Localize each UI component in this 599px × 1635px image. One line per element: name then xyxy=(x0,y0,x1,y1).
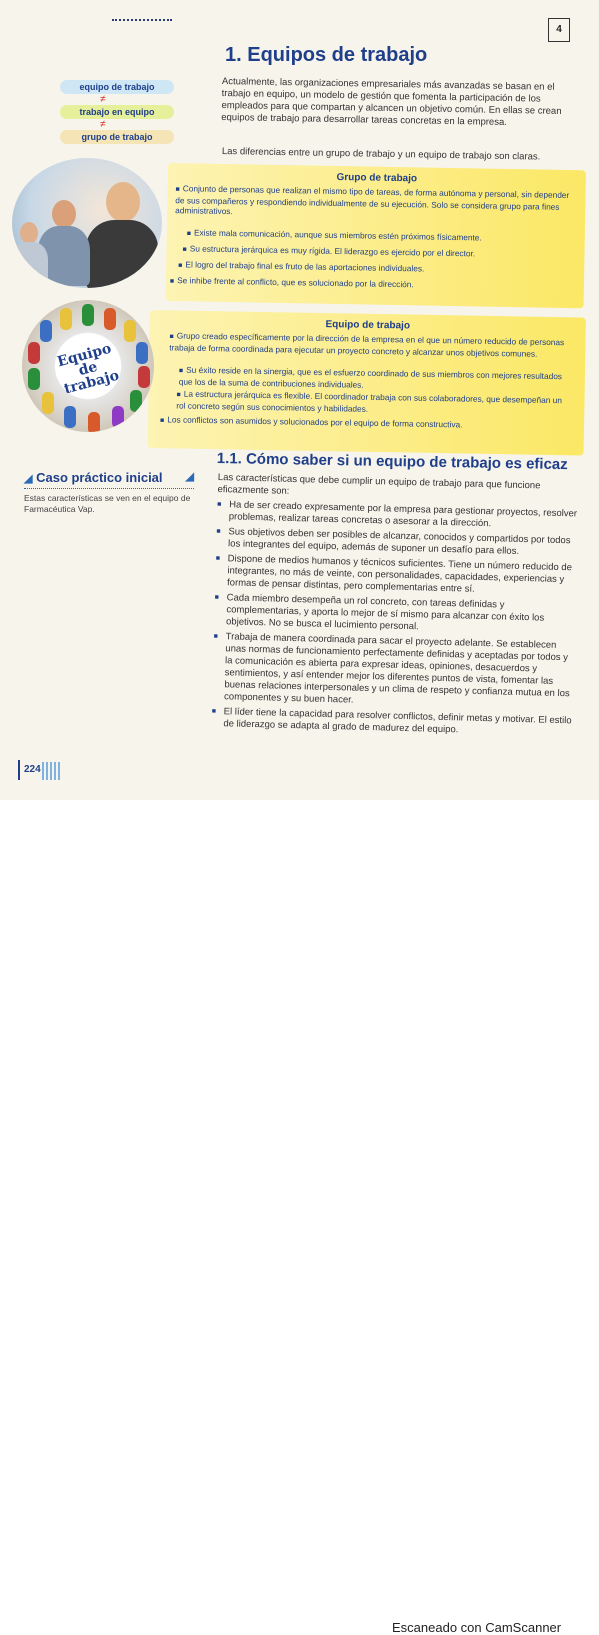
list-item: ■ Los conflictos son asumidos y solucionados por el equipo de forma constructiva. xyxy=(160,414,570,433)
scanner-footer xyxy=(0,800,599,1635)
box-title: Equipo de trabajo xyxy=(325,319,411,332)
tag-equipo-de-trabajo: equipo de trabajo xyxy=(60,80,174,94)
subsection-heading: 1.1. Cómo saber si un equipo de trabajo es eficaz xyxy=(216,450,568,474)
triangle-icon: ◢ xyxy=(185,471,194,483)
caso-practico-sidebar xyxy=(24,470,194,515)
triangle-icon: ◢ xyxy=(24,473,33,485)
list-item: ■ Dispone de medios humanos y técnicos suficientes. Tiene un número reducido de integrantes, no más de veinte, con personalidades, capacidades, experiencias y formas de pensar distintas, pero complementarias entre sí. xyxy=(215,553,576,598)
team-circle-photo xyxy=(22,300,154,432)
list-item: ■ Se inhibe frente al conflicto, que es solucionado por la dirección. xyxy=(170,275,560,294)
not-equal-symbol: ≠ xyxy=(100,119,106,130)
section-lead: Las características que debe cumplir un equipo de trabajo para que funcione eficazmente son: xyxy=(217,472,541,497)
list-item: ■ Grupo creado específicamente por la dirección de la empresa en el que un número reducido de personas trabaja de forma coordinada para ejecutar un proyecto concreto y alcanzar unos objetivos comunes. xyxy=(169,330,575,359)
list-item: ■ El líder tiene la capacidad para resolver conflictos, definir metas y motivar. El estilo de liderazgo se adapta al grado de madurez del equipo. xyxy=(211,706,572,739)
decorative-stripes xyxy=(42,762,60,780)
call-center-photo xyxy=(12,158,162,288)
equipo-de-trabajo-box xyxy=(148,310,586,456)
list-item: ■ Su éxito reside en la sinergia, que es el esfuerzo coordinado de sus miembros con mejores resultados que los de la suma de contribuciones individuales. xyxy=(179,365,575,394)
corner-mark: 4 xyxy=(548,18,570,42)
not-equal-symbol: ≠ xyxy=(100,94,106,105)
list-item: ■ Trabaja de manera coordinada para sacar el proyecto adelante. Se establecen unas normas de funcionamiento perfectamente definidas y aceptadas por todos y la comunicación es abierta para expresar ideas, opiniones, desacuerdos y sentimientos, y así entender mejor los diferentes puntos de vista, fomentar las buenas relaciones interpersonales y un clima de respeto y confianza mutua en los componentes y su buen hacer. xyxy=(212,631,574,712)
list-item: ■ Conjunto de personas que realizan el mismo tipo de tareas, de forma autónoma y personal, sin depender de sus compañeros y respondiendo individualmente de su ejecución. Solo se considera grupo para fines administrativos. xyxy=(175,183,575,222)
sidebar-text: Estas características se ven en el equipo de Farmacéutica Vap. xyxy=(24,493,191,514)
sidebar-title: ◢ Caso práctico inicial ◢ xyxy=(24,470,194,489)
box-title: Grupo de trabajo xyxy=(336,171,418,185)
grupo-de-trabajo-box xyxy=(166,163,586,308)
efficacy-section xyxy=(211,472,578,739)
list-item: ■ El logro del trabajo final es fruto de las aportaciones individuales. xyxy=(178,259,558,278)
list-item: ■ La estructura jerárquica es flexible. El coordinador trabaja con sus colaboradores, que desempeñan un rol concreto según sus conocimientos y habilidades. xyxy=(176,388,572,417)
camscanner-watermark: Escaneado con CamScanner xyxy=(392,1620,562,1635)
list-item: ■ Sus objetivos deben ser posibles de alcanzar, conocidos y compartidos por todos los integrantes del equipo, además de suponer un desafío para ellos. xyxy=(216,526,577,559)
page-number-bar xyxy=(18,760,20,780)
top-dotted-rule xyxy=(112,19,172,21)
list-item: ■ Existe mala comunicación, aunque sus miembros estén próximos físicamente. xyxy=(187,227,567,246)
tag-grupo-de-trabajo: grupo de trabajo xyxy=(60,130,174,144)
section-heading: 1. Equipos de trabajo xyxy=(225,44,428,66)
equipo-de-trabajo-label: Equipo de trabajo xyxy=(55,340,121,398)
tag-trabajo-en-equipo: trabajo en equipo xyxy=(60,105,174,119)
intro-paragraph: Actualmente, las organizaciones empresariales más avanzadas se basan en el trabajo en equipo, un modelo de gestión que fomenta la participación de los empleados para que compartan y alcancen un objetivo común. En ellas se crean equipos de trabajo para desarrollar tareas concretas en la empresa. xyxy=(221,76,562,128)
list-item: ■ Cada miembro desempeña un rol concreto, con tareas definidas y complementarias, y aporta lo mejor de sí mismo para alcanzar con éxito los objetivos. No se busca el lucimiento personal. xyxy=(214,592,575,637)
textbook-page xyxy=(0,0,599,800)
list-item: ■ Su estructura jerárquica es muy rígida. El liderazgo es ejercido por el director. xyxy=(182,243,562,262)
page-number: 224 xyxy=(24,764,41,775)
list-item: ■ Ha de ser creado expresamente por la empresa para gestionar proyectos, resolver problemas, realizar tareas concretas o asesorar a la dirección. xyxy=(217,499,578,532)
differences-sentence: Las diferencias entre un grupo de trabajo y un equipo de trabajo son claras. xyxy=(221,146,541,163)
